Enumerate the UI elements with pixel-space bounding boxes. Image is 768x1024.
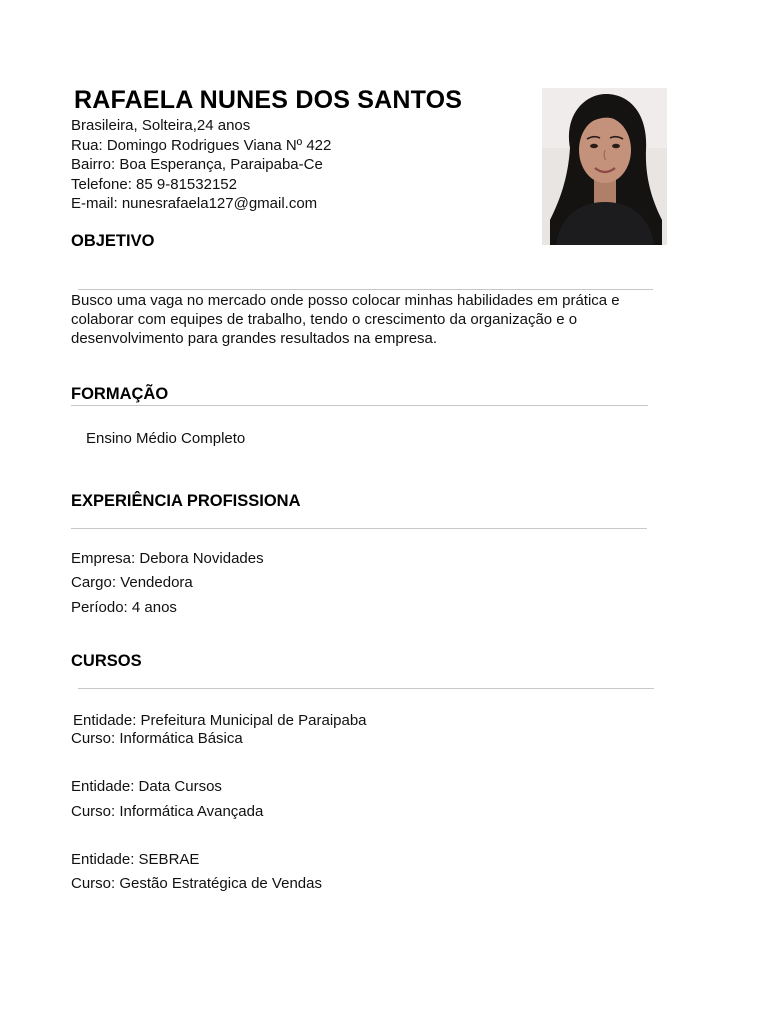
curso-entidade: Entidade: Data Cursos xyxy=(71,778,222,795)
neighborhood-line: Bairro: Boa Esperança, Paraipaba-Ce xyxy=(71,156,323,173)
experiencia-cargo: Cargo: Vendedora xyxy=(71,574,193,591)
curso-nome: Curso: Informática Básica xyxy=(71,730,243,747)
objetivo-divider xyxy=(78,289,653,290)
curso-entidade: Entidade: Prefeitura Municipal de Paraipaba xyxy=(73,712,367,729)
candidate-name: RAFAELA NUNES DOS SANTOS xyxy=(74,86,463,114)
formacao-heading: FORMAÇÃO xyxy=(71,385,169,403)
objetivo-text: Busco uma vaga no mercado onde posso colocar minhas habilidades em prática e colaborar com equipes de trabalho, tendo o crescimento da organização e o desenvolvimento para grandes resultados na empresa. xyxy=(71,292,620,347)
personal-info xyxy=(71,116,331,214)
profile-photo xyxy=(542,88,667,245)
objetivo-heading: OBJETIVO xyxy=(71,232,155,250)
formacao-item: Ensino Médio Completo xyxy=(86,430,246,447)
curso-nome: Curso: Gestão Estratégica de Vendas xyxy=(71,875,322,892)
experiencia-empresa: Empresa: Debora Novidades xyxy=(71,550,264,567)
cursos-divider xyxy=(78,688,654,689)
curso-entidade: Entidade: SEBRAE xyxy=(71,851,200,868)
curso-nome: Curso: Informática Avançada xyxy=(71,803,264,820)
experiencia-divider xyxy=(71,528,647,529)
formacao-divider xyxy=(71,405,648,406)
cursos-heading: CURSOS xyxy=(71,652,142,670)
street-line: Rua: Domingo Rodrigues Viana Nº 422 xyxy=(71,136,332,154)
experiencia-periodo: Período: 4 anos xyxy=(71,599,177,616)
phone-line: Telefone: 85 9-81532152 xyxy=(71,175,237,193)
nationality-line: Brasileira, Solteira,24 anos xyxy=(71,117,251,134)
experiencia-heading: EXPERIÊNCIA PROFISSIONA xyxy=(71,492,301,510)
email-line: E-mail: nunesrafaela127@gmail.com xyxy=(71,195,318,212)
